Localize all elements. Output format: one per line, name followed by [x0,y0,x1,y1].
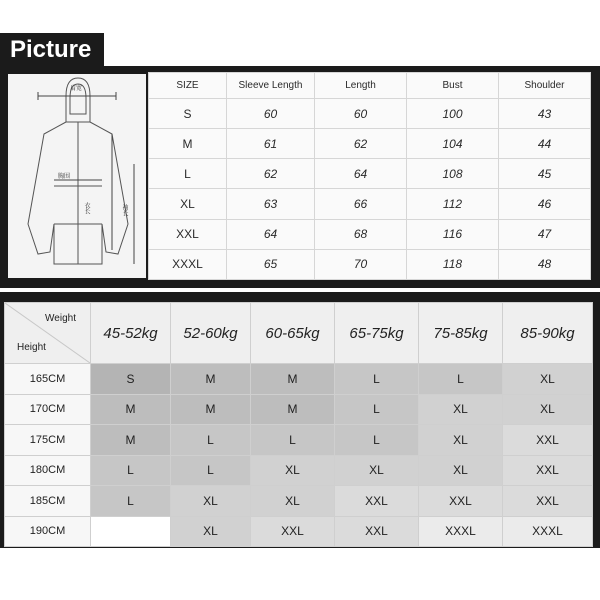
recommended-size-cell: XL [503,394,593,425]
height-label-cell: 175CM [5,425,91,456]
size-label-cell: XL [149,189,227,219]
size-table-row [149,219,591,249]
measurement-cell: 60 [315,99,407,129]
measurement-cell: 44 [499,129,591,159]
measurement-cell: 64 [315,159,407,189]
size-table-row [149,159,591,189]
recommended-size-cell: M [171,364,251,395]
recommended-size-cell: L [171,455,251,486]
recommended-size-cell: XL [335,455,419,486]
size-table-column-header: Sleeve Length [227,73,315,99]
measurement-cell: 104 [407,129,499,159]
recommended-size-cell: L [91,455,171,486]
measurement-cell: 61 [227,129,315,159]
measurement-cell: 60 [227,99,315,129]
weight-axis-label: Weight [45,313,76,324]
recommended-size-cell: XL [503,364,593,395]
fit-table-row [5,394,593,425]
height-label-cell: 180CM [5,455,91,486]
fit-table-row [5,364,593,395]
measurement-cell: 108 [407,159,499,189]
jacket-diagram [8,74,146,278]
weight-range-header: 45-52kg [91,303,171,364]
recommended-size-cell: M [171,394,251,425]
size-label-cell: M [149,129,227,159]
recommended-size-cell: XXL [335,486,419,517]
weight-range-header: 60-65kg [251,303,335,364]
size-table-header-row [149,73,591,99]
recommended-size-cell: XXXL [419,516,503,547]
recommended-size-cell: S [91,364,171,395]
height-label-cell: 185CM [5,486,91,517]
recommended-size-cell: XL [419,425,503,456]
fit-table-row [5,455,593,486]
recommended-size-cell: XL [171,486,251,517]
measurement-cell: 62 [227,159,315,189]
size-table-column-header: Bust [407,73,499,99]
recommended-size-cell: XXL [419,486,503,517]
weight-range-header: 52-60kg [171,303,251,364]
jacket-outline-icon [8,74,146,278]
recommended-size-cell: XXL [503,486,593,517]
height-label-cell: 170CM [5,394,91,425]
recommended-size-cell: M [251,394,335,425]
size-label-cell: L [149,159,227,189]
size-table-column-header: SIZE [149,73,227,99]
measurement-cell: 43 [499,99,591,129]
fit-table-row [5,425,593,456]
recommended-size-cell: L [171,425,251,456]
size-label-cell: XXL [149,219,227,249]
recommended-size-cell: XL [419,394,503,425]
measurement-cell: 100 [407,99,499,129]
recommended-size-cell: XL [171,516,251,547]
size-table-row [149,249,591,279]
weight-range-header: 75-85kg [419,303,503,364]
measurement-cell: 46 [499,189,591,219]
measurement-cell: 68 [315,219,407,249]
recommended-size-cell: XL [251,486,335,517]
size-table-row [149,189,591,219]
fit-table-corner-cell [5,303,91,364]
size-label-cell: S [149,99,227,129]
chest-label: 胸围 [58,174,71,180]
recommended-size-cell: XL [251,455,335,486]
diagonal-divider [5,303,90,363]
size-label-cell: XXXL [149,249,227,279]
recommended-size-cell: M [251,364,335,395]
size-table-column-header: Length [315,73,407,99]
body-length-label: 衣长 [83,202,89,214]
measurement-cell: 48 [499,249,591,279]
recommended-size-cell: L [335,425,419,456]
measurement-cell: 112 [407,189,499,219]
size-table-row [149,99,591,129]
recommended-size-cell: XL [419,455,503,486]
height-label-cell: 165CM [5,364,91,395]
height-axis-label: Height [17,342,46,353]
recommended-size-cell: XXL [251,516,335,547]
height-weight-size-table [4,302,593,547]
recommended-size-cell: L [335,394,419,425]
size-table-row [149,129,591,159]
fit-table-row [5,486,593,517]
shoulder-label: 肩宽 [70,86,83,92]
weight-range-header: 85-90kg [503,303,593,364]
fit-table-header-row [5,303,593,364]
fit-table-row [5,516,593,547]
recommended-size-cell: M [91,425,171,456]
recommended-size-cell: XXL [503,455,593,486]
measurement-cell: 47 [499,219,591,249]
recommended-size-cell: XXXL [503,516,593,547]
measurement-cell: 63 [227,189,315,219]
measurement-cell: 64 [227,219,315,249]
section-title: Picture [0,33,104,67]
recommended-size-cell [91,516,171,547]
recommended-size-cell: M [91,394,171,425]
measurement-cell: 66 [315,189,407,219]
recommended-size-cell: L [335,364,419,395]
height-label-cell: 190CM [5,516,91,547]
recommended-size-cell: XXL [503,425,593,456]
recommended-size-cell: L [419,364,503,395]
measurement-cell: 62 [315,129,407,159]
measurement-cell: 116 [407,219,499,249]
sleeve-label: 袖长 [121,204,127,216]
recommended-size-cell: L [251,425,335,456]
size-table-column-header: Shoulder [499,73,591,99]
measurement-cell: 45 [499,159,591,189]
weight-range-header: 65-75kg [335,303,419,364]
measurement-cell: 70 [315,249,407,279]
recommended-size-cell: L [91,486,171,517]
measurement-cell: 118 [407,249,499,279]
measurement-cell: 65 [227,249,315,279]
recommended-size-cell: XXL [335,516,419,547]
size-measurement-table [148,72,591,280]
